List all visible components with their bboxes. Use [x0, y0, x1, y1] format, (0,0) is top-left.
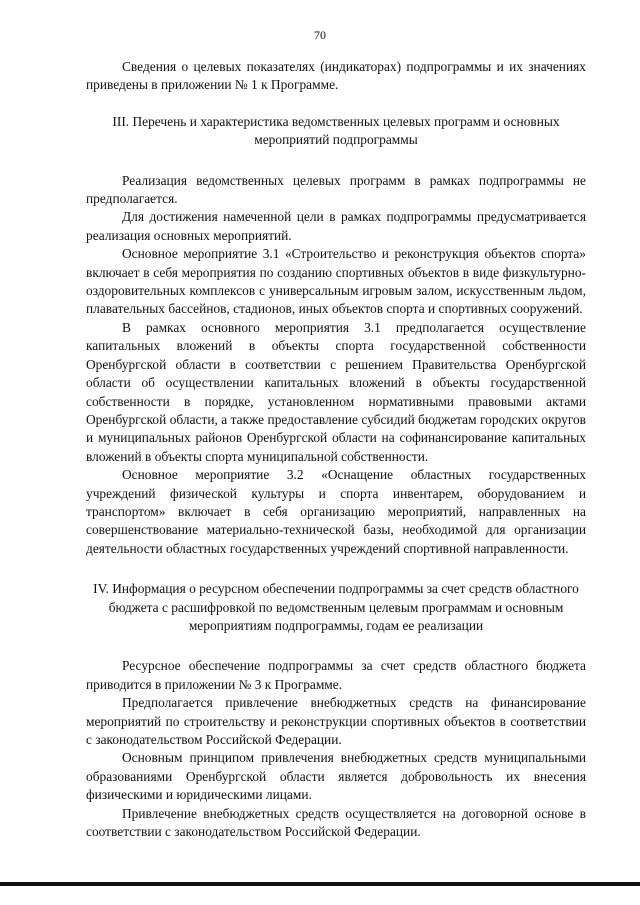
- section-heading-4: IV. Информация о ресурсном обеспечении подпрограммы за счет средств областного бюджета с расшифровкой по ведомственным целевым программам и основным мероприятиям подпрограммы, годам ее реализации: [93, 581, 579, 633]
- section-heading-3: III. Перечень и характеристика ведомственных целевых программ и основных мероприятий подпрограммы: [112, 113, 560, 148]
- paragraph-extrabudgetary-funds: Предполагается привлечение внебюджетных средств на финансирование мероприятий по строительству и реконструкции спортивных объектов в соответствии с законодательством Российской Федерации.: [86, 695, 586, 747]
- paragraph-programs-not-planned: Реализация ведомственных целевых программ в рамках подпрограммы не предполагается.: [86, 172, 586, 207]
- document-body: [86, 58, 586, 841]
- paragraph-resource-support: Ресурсное обеспечение подпрограммы за счет средств областного бюджета приводится в приложении № 3 к Программе.: [86, 658, 586, 692]
- page-number: 70: [314, 28, 326, 42]
- paragraph-capital-investments: В рамках основного мероприятия 3.1 предполагается осуществление капитальных вложений в объекты спорта государственной собственности Оренбургской области в соответствии с решением Правительства Оренбургской области об осуществлении капитальных вложений в объекты государственной собственности в порядке, установленном нормативными правовыми актами Оренбургской области, а также предоставление субсидий бюджетам городских округов и муниципальных районов Оренбургской области на софинансирование капитальных вложений в объекты спорта муниципальной собственности.: [86, 319, 586, 464]
- paragraph-voluntary-principle: Основным принципом привлечения внебюджетных средств муниципальными образованиями Оренбургской области является добровольность их внесения физическими и юридическими лицами.: [86, 750, 586, 803]
- paragraph-main-activities: Для достижения намеченной цели в рамках подпрограммы предусматривается реализация основных мероприятий.: [86, 209, 586, 243]
- paragraph-contract-basis: Привлечение внебюджетных средств осуществляется на договорной основе в соответствии с законодательством Российской Федерации.: [86, 805, 586, 840]
- bottom-border-line: [0, 882, 640, 886]
- paragraph-activity-3-2: Основное мероприятие 3.2 «Оснащение областных государственных учреждений физической культуры и спорта инвентарем, оборудованием и транспортом» включает в себя организацию мероприятий, направленных на совершенствование материально-технической базы, необходимой для организации деятельности областных государственных учреждений спортивной направленности.: [86, 467, 586, 556]
- paragraph-indicators: Сведения о целевых показателях (индикаторах) подпрограммы и их значениях приведены в приложении № 1 к Программе.: [86, 59, 586, 93]
- paragraph-activity-3-1: Основное мероприятие 3.1 «Строительство и реконструкция объектов спорта» включает в себя мероприятия по созданию спортивных объектов в виде физкультурно-оздоровительных комплексов с универсальным игровым залом, искусственным льдом, плавательных бассейнов, стадионов, иных объектов спорта и спортивных сооружений.: [86, 246, 586, 317]
